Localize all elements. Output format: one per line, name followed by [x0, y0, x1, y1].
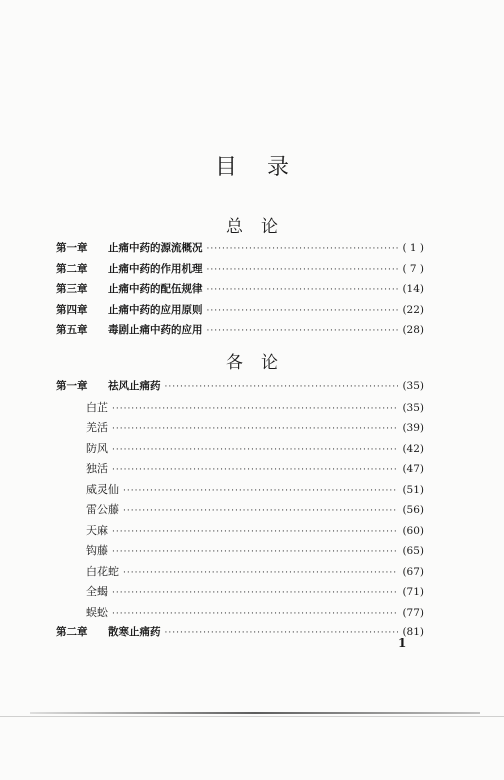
- entry-title: 威灵仙: [86, 482, 119, 496]
- chapter-number: 第一章: [56, 242, 88, 254]
- leader-dots: [165, 382, 399, 392]
- entry-title: 白花蛇: [86, 564, 119, 578]
- toc-entry[interactable]: [56, 261, 424, 282]
- toc-subentry[interactable]: [56, 522, 424, 543]
- entry-title: 防风: [86, 441, 108, 455]
- leader-dots: [112, 465, 398, 475]
- leader-dots: [165, 628, 399, 638]
- section-heading-general: 总论: [226, 217, 296, 237]
- toc-subentry[interactable]: [56, 399, 424, 420]
- toc-subentry[interactable]: [56, 440, 424, 461]
- leader-dots: [112, 588, 398, 598]
- chapter-number: 第二章: [56, 262, 88, 275]
- entry-title: 白芷: [86, 400, 108, 414]
- chapter-number: 第四章: [56, 303, 88, 316]
- leader-dots: [123, 506, 398, 516]
- entry-title: 全蝎: [86, 585, 108, 598]
- entry-page: (35): [402, 380, 424, 392]
- leader-dots: [207, 285, 399, 295]
- toc-subentry[interactable]: [56, 481, 424, 502]
- entry-title: 毒剧止痛中药的应用: [108, 324, 203, 336]
- entry-title: 天麻: [86, 523, 108, 537]
- entry-page: (35): [402, 401, 424, 414]
- entry-page: (39): [402, 422, 424, 434]
- leader-dots: [207, 244, 399, 254]
- leader-dots: [112, 445, 398, 455]
- entry-title: 独活: [86, 462, 108, 475]
- entry-page: (65): [402, 545, 424, 557]
- toc-entry[interactable]: [56, 378, 424, 399]
- entry-page: (42): [402, 442, 424, 455]
- chapter-number: 第三章: [56, 283, 88, 295]
- toc-entry[interactable]: [56, 322, 424, 343]
- page-title: 目录: [214, 155, 319, 180]
- scan-edge-line: [30, 712, 480, 714]
- leader-dots: [112, 547, 398, 557]
- chapter-number: 第二章: [56, 626, 88, 638]
- leader-dots: [207, 306, 399, 316]
- entry-page: (22): [402, 303, 424, 316]
- entry-title: 散寒止痛药: [108, 626, 161, 638]
- leader-dots: [207, 265, 399, 275]
- entry-title: 止痛中药的应用原则: [108, 303, 203, 316]
- toc-subentry[interactable]: [56, 583, 424, 604]
- entry-page: (60): [402, 524, 424, 537]
- leader-dots: [112, 404, 398, 414]
- leader-dots: [123, 568, 398, 578]
- entry-page: (81): [402, 626, 424, 638]
- toc-subentry[interactable]: [56, 563, 424, 584]
- entry-page: (56): [402, 504, 424, 516]
- leader-dots: [123, 486, 398, 496]
- entry-title: 雷公藤: [86, 503, 119, 516]
- section-heading-specific: 各论: [226, 353, 296, 373]
- leader-dots: [207, 326, 399, 336]
- entry-title: 羌活: [86, 421, 108, 434]
- entry-page: (77): [402, 606, 424, 619]
- toc-subentry[interactable]: [56, 419, 424, 440]
- entry-page: (71): [402, 586, 424, 598]
- toc-entry[interactable]: [56, 624, 424, 645]
- toc-entry[interactable]: [56, 240, 424, 261]
- entry-page: (14): [402, 283, 424, 295]
- toc-subentry[interactable]: [56, 604, 424, 625]
- toc-subentry[interactable]: [56, 501, 424, 522]
- toc-subentry[interactable]: [56, 460, 424, 481]
- entry-title: 蜈蚣: [86, 605, 108, 619]
- entry-page: ( 1 ): [402, 242, 424, 254]
- page-number: 1: [398, 636, 407, 650]
- toc-general: [56, 240, 424, 343]
- entry-page: ( 7 ): [402, 262, 424, 275]
- entry-title: 止痛中药的源流概况: [108, 242, 203, 254]
- chapter-number: 第五章: [56, 324, 88, 336]
- toc-subentry[interactable]: [56, 542, 424, 563]
- chapter-number: 第一章: [56, 380, 88, 392]
- toc-entry[interactable]: [56, 281, 424, 302]
- entry-title: 止痛中药的作用机理: [108, 262, 203, 275]
- entry-title: 祛风止痛药: [108, 380, 161, 392]
- leader-dots: [112, 527, 398, 537]
- entry-page: (67): [402, 565, 424, 578]
- scan-edge-line: [0, 716, 504, 717]
- entry-page: (28): [402, 324, 424, 336]
- entry-title: 钩藤: [86, 544, 108, 557]
- entry-title: 止痛中药的配伍规律: [108, 283, 203, 295]
- entry-page: (47): [402, 463, 424, 475]
- leader-dots: [112, 609, 398, 619]
- toc-specific: [56, 378, 424, 645]
- toc-entry[interactable]: [56, 302, 424, 323]
- leader-dots: [112, 424, 398, 434]
- entry-page: (51): [402, 483, 424, 496]
